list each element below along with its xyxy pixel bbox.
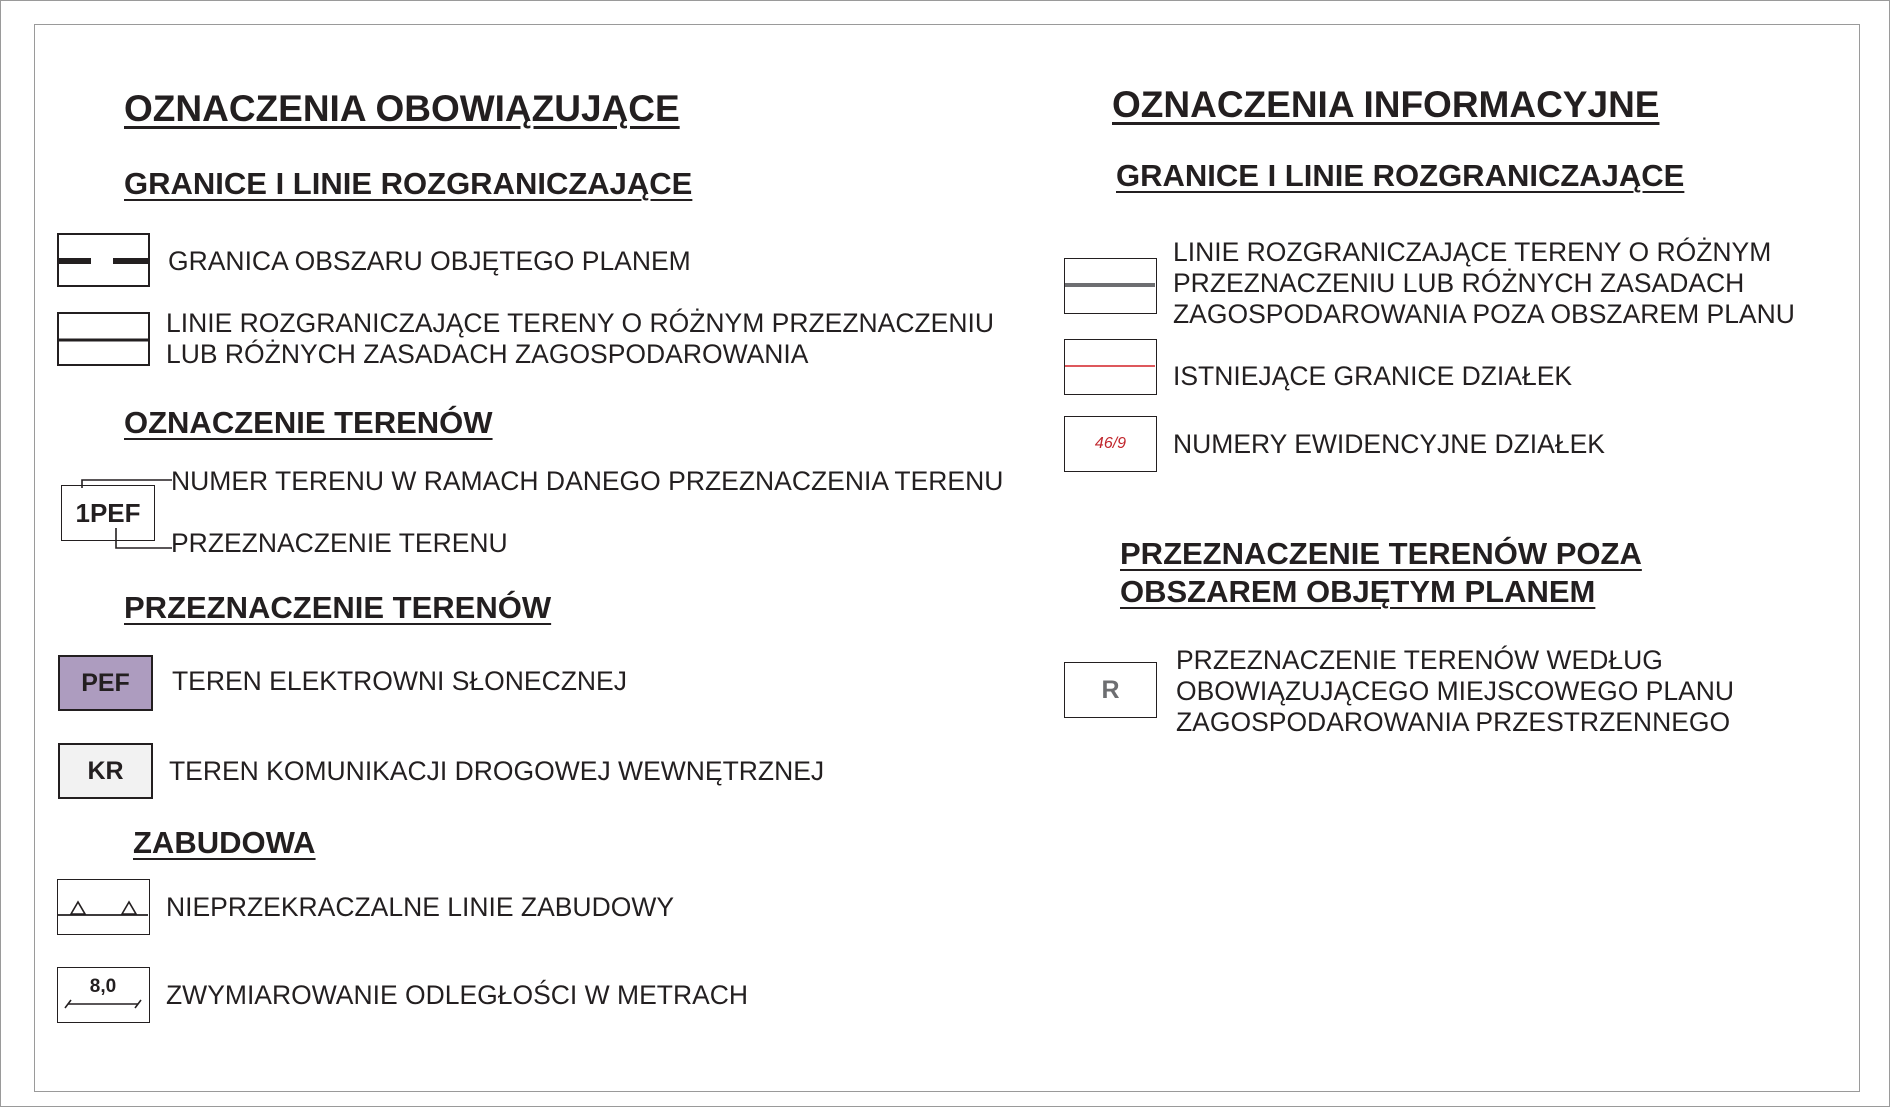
parcel-number-label: NUMERY EWIDENCYJNE DZIAŁEK [1173,429,1605,459]
dimension-value: 8,0 [89,976,117,997]
outside-lines-label-line: LINIE ROZGRANICZAJĄCE TERENY O RÓŻNYM [1173,237,1772,267]
outside-plan-label-line: OBOWIĄZUJĄCEGO MIEJSCOWEGO PLANU [1176,676,1735,706]
red-line-icon [1065,340,1155,393]
buildings-heading: ZABUDOWA [133,825,316,860]
area-symbol: 1PEF [61,485,155,541]
outside-plan-heading-line: OBSZAREM OBJĘTYM PLANEM [1120,573,1596,609]
kr-symbol: KR [58,743,153,799]
dimension-symbol [57,967,150,1023]
parcel-boundary-symbol [1064,339,1157,395]
building-line-icon [58,880,148,933]
outside-plan-heading-line: PRZEZNACZENIE TERENÓW POZA [1120,536,1642,571]
parcel-boundary-label: ISTNIEJĄCE GRANICE DZIAŁEK [1173,361,1573,391]
building-line-label: NIEPRZEKRACZALNE LINIE ZABUDOWY [166,892,675,922]
dividing-line-label [166,308,994,370]
solid-line-icon [59,314,148,364]
outside-lines-label-line: ZAGOSPODAROWANIA POZA OBSZAREM PLANU [1173,299,1795,329]
dividing-line-label-line: LUB RÓŻNYCH ZASADACH ZAGOSPODAROWANIA [166,339,809,369]
dividing-line-label-line: LINIE ROZGRANICZAJĄCE TERENY O RÓŻNYM PRZEZNACZENIU [166,308,994,338]
informative-boundaries-heading: GRANICE I LINIE ROZGRANICZAJĄCE [1116,158,1685,193]
kr-label: TEREN KOMUNIKACJI DROGOWEJ WEWNĘTRZNEJ [169,756,825,786]
binding-legend-title: OZNACZENIA OBOWIĄZUJĄCE [124,88,680,129]
area-number-label: NUMER TERENU W RAMACH DANEGO PRZEZNACZENIA TERENU [171,466,1004,496]
parcel-number-symbol: 46/9 [1064,416,1157,472]
land-use-heading: PRZEZNACZENIE TERENÓW [124,590,552,625]
building-line-symbol [57,879,150,935]
dividing-line-symbol [57,312,150,366]
plan-boundary-label: GRANICA OBSZARU OBJĘTEGO PLANEM [168,246,691,276]
dashed-boundary-icon [59,235,148,285]
area-marking-heading: OZNACZENIE TERENÓW [124,405,493,440]
outside-plan-symbol: R [1064,662,1157,718]
binding-boundaries-heading: GRANICE I LINIE ROZGRANICZAJĄCE [124,166,693,201]
pef-label: TEREN ELEKTROWNI SŁONECZNEJ [172,666,627,696]
dimension-label: ZWYMIAROWANIE ODLEGŁOŚCI W METRACH [166,980,749,1010]
outside-plan-label [1176,645,1734,738]
outside-lines-label-line: PRZEZNACZENIU LUB RÓŻNYCH ZASADACH [1173,268,1745,298]
pef-symbol: PEF [58,655,153,711]
outside-lines-symbol [1064,258,1157,314]
grey-line-icon [1065,259,1155,312]
outside-plan-label-line: PRZEZNACZENIE TERENÓW WEDŁUG [1176,645,1663,675]
area-purpose-label: PRZEZNACZENIE TERENU [171,528,508,558]
outside-plan-heading [1120,535,1642,611]
outside-plan-label-line: ZAGOSPODAROWANIA PRZESTRZENNEGO [1176,707,1731,737]
informative-legend-title: OZNACZENIA INFORMACYJNE [1112,84,1660,125]
plan-boundary-symbol [57,233,150,287]
outside-lines-label [1173,237,1795,330]
